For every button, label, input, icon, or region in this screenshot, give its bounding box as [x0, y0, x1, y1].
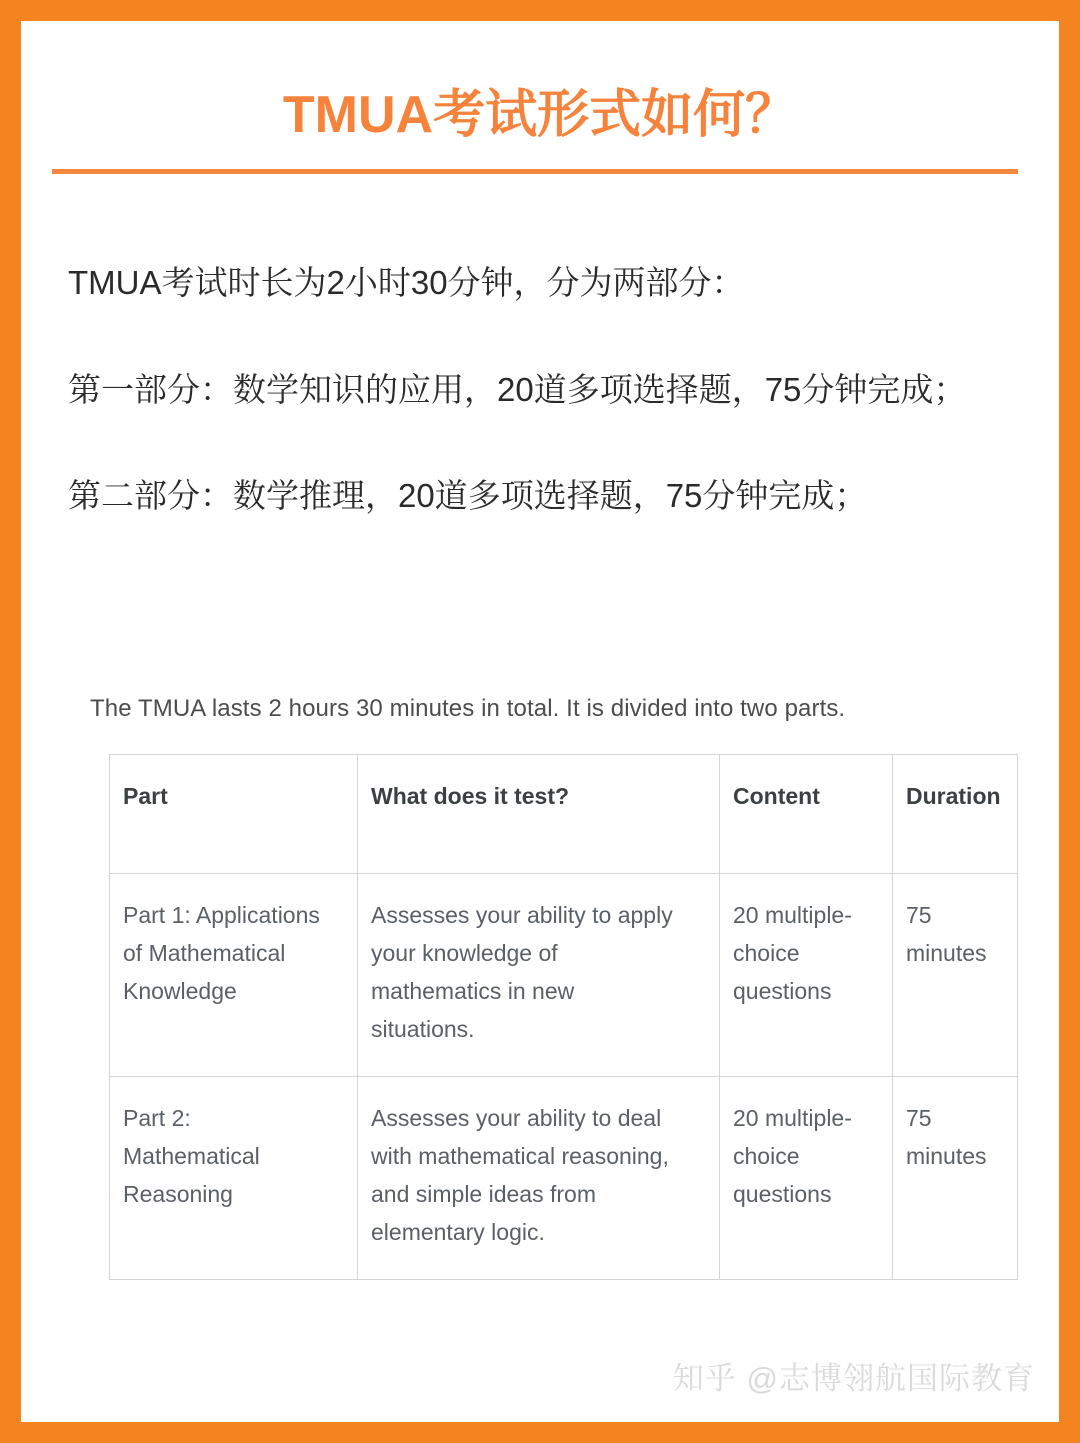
- column-header-duration: Duration: [893, 755, 1018, 874]
- cell-content-2: [720, 1077, 893, 1280]
- cell-line: 20 multiple-: [733, 1105, 852, 1132]
- chinese-body: [68, 261, 1028, 519]
- cell-line: Assesses your ability to deal: [371, 1105, 662, 1132]
- body-paragraph-3: 第二部分：数学推理，20道多项选择题，75分钟完成；: [68, 477, 868, 515]
- cell-line: of Mathematical: [123, 940, 286, 967]
- embedded-screenshot: [88, 693, 1018, 1280]
- cell-duration-1: [893, 874, 1018, 1077]
- poster-inner-canvas: [21, 21, 1059, 1422]
- table-row: [110, 1077, 1018, 1280]
- cell-line: elementary logic.: [371, 1219, 545, 1246]
- cell-line: choice: [733, 940, 800, 967]
- title-divider: [52, 169, 1018, 174]
- screenshot-caption: The TMUA lasts 2 hours 30 minutes in total. It is divided into two parts.: [90, 695, 846, 722]
- cell-line: Mathematical: [123, 1143, 260, 1170]
- cell-line: mathematics in new: [371, 978, 575, 1005]
- page-title: TMUA考试形式如何？: [282, 86, 798, 144]
- column-header-part: Part: [110, 755, 358, 874]
- cell-line: minutes: [906, 940, 987, 967]
- cell-line: questions: [733, 978, 832, 1005]
- cell-test-1: [358, 874, 720, 1077]
- column-header-test: What does it test?: [358, 755, 720, 874]
- cell-line: and simple ideas from: [371, 1181, 596, 1208]
- cell-line: Part 1: Applications: [123, 902, 320, 929]
- cell-part-1: [110, 874, 358, 1077]
- cell-part-2: [110, 1077, 358, 1280]
- cell-line: Assesses your ability to apply: [371, 902, 673, 929]
- column-header-content: Content: [720, 755, 893, 874]
- cell-line: Knowledge: [123, 978, 237, 1005]
- cell-line: 75: [906, 902, 932, 929]
- table-header-row: [110, 755, 1018, 874]
- cell-line: Part 2:: [123, 1105, 191, 1132]
- cell-line: with mathematical reasoning,: [371, 1143, 669, 1170]
- cell-duration-2: [893, 1077, 1018, 1280]
- body-paragraph-1: TMUA考试时长为2小时30分钟，分为两部分：: [68, 264, 745, 301]
- cell-line: Reasoning: [123, 1181, 233, 1208]
- cell-line: situations.: [371, 1016, 475, 1043]
- cell-line: 75: [906, 1105, 932, 1132]
- table-row: [110, 874, 1018, 1077]
- cell-test-2: [358, 1077, 720, 1280]
- cell-content-1: [720, 874, 893, 1077]
- cell-line: minutes: [906, 1143, 987, 1170]
- cell-line: 20 multiple-: [733, 902, 852, 929]
- cell-line: choice: [733, 1143, 800, 1170]
- body-paragraph-2: 第一部分：数学知识的应用，20道多项选择题，75分钟完成；: [68, 370, 967, 408]
- cell-line: questions: [733, 1181, 832, 1208]
- exam-format-table: [109, 754, 1018, 1280]
- cell-line: your knowledge of: [371, 940, 558, 967]
- zhihu-watermark: 知乎 @志博翎航国际教育: [672, 1361, 1035, 1396]
